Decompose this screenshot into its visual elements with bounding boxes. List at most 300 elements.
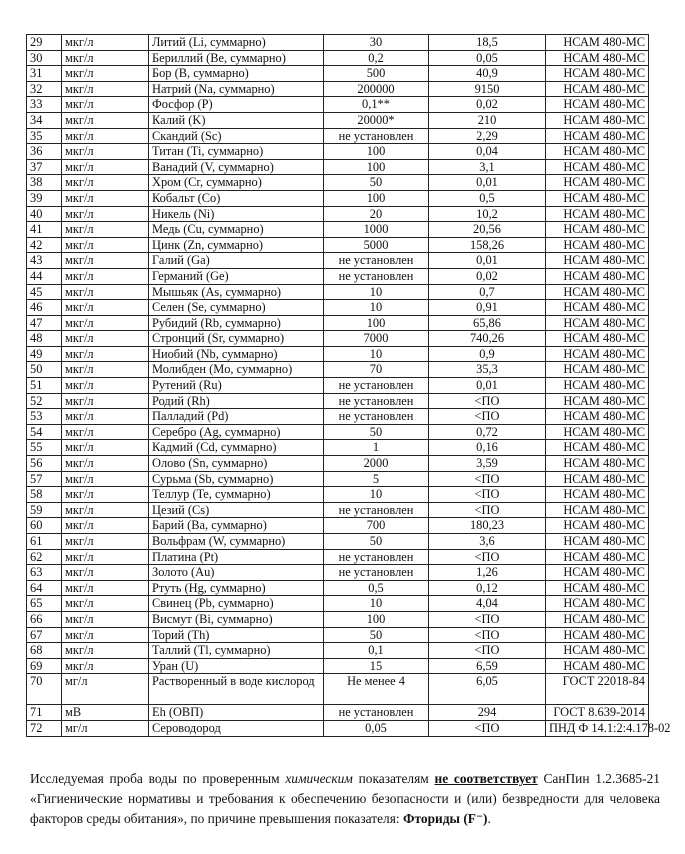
result-value-cell: <ПО	[429, 549, 546, 565]
method-cell: НСАМ 480-МС	[546, 253, 649, 269]
row-number: 71	[27, 705, 62, 721]
unit-cell: мкг/л	[62, 440, 149, 456]
unit-cell: мкг/л	[62, 565, 149, 581]
table-row	[27, 596, 649, 612]
norm-cell: не установлен	[324, 378, 429, 394]
indicator-name-cell: Натрий (Na, суммарно)	[149, 81, 324, 97]
method-cell: НСАМ 480-МС	[546, 206, 649, 222]
indicator-name-cell: Медь (Cu, суммарно)	[149, 222, 324, 238]
norm-cell: 50	[324, 424, 429, 440]
indicator-name-cell: Мышьяк (As, суммарно)	[149, 284, 324, 300]
table-row	[27, 112, 649, 128]
method-cell: НСАМ 480-МС	[546, 565, 649, 581]
method-cell: НСАМ 480-МС	[546, 409, 649, 425]
indicator-name-cell: Торий (Th)	[149, 627, 324, 643]
unit-cell: мкг/л	[62, 331, 149, 347]
row-number: 44	[27, 268, 62, 284]
indicator-name-cell: Родий (Rh)	[149, 393, 324, 409]
result-value-cell: 0,02	[429, 97, 546, 113]
unit-cell: мкг/л	[62, 144, 149, 160]
norm-cell: 0,2	[324, 50, 429, 66]
table-row	[27, 611, 649, 627]
row-number: 72	[27, 720, 62, 736]
indicator-name-cell: Ниобий (Nb, суммарно)	[149, 346, 324, 362]
norm-cell: не установлен	[324, 705, 429, 721]
row-number: 59	[27, 502, 62, 518]
method-cell: НСАМ 480-МС	[546, 378, 649, 394]
norm-cell: 50	[324, 175, 429, 191]
unit-cell: мкг/л	[62, 222, 149, 238]
result-value-cell: 40,9	[429, 66, 546, 82]
method-cell: НСАМ 480-МС	[546, 502, 649, 518]
unit-cell: мкг/л	[62, 393, 149, 409]
result-value-cell: <ПО	[429, 409, 546, 425]
table-row	[27, 222, 649, 238]
unit-cell: мкг/л	[62, 300, 149, 316]
row-number: 43	[27, 253, 62, 269]
table-row	[27, 190, 649, 206]
table-row	[27, 440, 649, 456]
conclusion-text-2: показателям	[352, 771, 435, 787]
indicator-name-cell: Титан (Ti, суммарно)	[149, 144, 324, 160]
row-number: 47	[27, 315, 62, 331]
table-row	[27, 674, 649, 705]
method-cell: НСАМ 480-МС	[546, 487, 649, 503]
unit-cell: мкг/л	[62, 409, 149, 425]
table-row	[27, 144, 649, 160]
norm-cell: 100	[324, 144, 429, 160]
table-row	[27, 159, 649, 175]
table-row	[27, 565, 649, 581]
table-row	[27, 253, 649, 269]
method-cell: НСАМ 480-МС	[546, 627, 649, 643]
table-row	[27, 502, 649, 518]
table-row	[27, 518, 649, 534]
table-row	[27, 658, 649, 674]
unit-cell: мВ	[62, 705, 149, 721]
method-cell: ГОСТ 22018-84	[546, 674, 649, 705]
norm-cell: 100	[324, 315, 429, 331]
unit-cell: мкг/л	[62, 424, 149, 440]
table-row	[27, 97, 649, 113]
row-number: 42	[27, 237, 62, 253]
method-cell: НСАМ 480-МС	[546, 658, 649, 674]
method-cell: НСАМ 480-МС	[546, 222, 649, 238]
norm-cell: 5	[324, 471, 429, 487]
table-row	[27, 487, 649, 503]
indicator-name-cell: Растворенный в воде кислород	[149, 674, 324, 705]
row-number: 67	[27, 627, 62, 643]
result-value-cell: 158,26	[429, 237, 546, 253]
result-value-cell: 0,12	[429, 580, 546, 596]
result-value-cell: <ПО	[429, 502, 546, 518]
table-row	[27, 627, 649, 643]
row-number: 53	[27, 409, 62, 425]
indicator-name-cell: Хром (Cr, суммарно)	[149, 175, 324, 191]
unit-cell: мкг/л	[62, 128, 149, 144]
unit-cell: мг/л	[62, 674, 149, 705]
norm-cell: 10	[324, 487, 429, 503]
table-row	[27, 331, 649, 347]
row-number: 40	[27, 206, 62, 222]
indicator-name-cell: Кобальт (Co)	[149, 190, 324, 206]
table-row	[27, 424, 649, 440]
method-cell: НСАМ 480-МС	[546, 300, 649, 316]
unit-cell: мкг/л	[62, 190, 149, 206]
result-value-cell: <ПО	[429, 611, 546, 627]
unit-cell: мкг/л	[62, 487, 149, 503]
table-row	[27, 580, 649, 596]
row-number: 62	[27, 549, 62, 565]
indicator-name-cell: Калий (K)	[149, 112, 324, 128]
norm-cell: 0,5	[324, 580, 429, 596]
result-value-cell: 0,01	[429, 175, 546, 191]
row-number: 50	[27, 362, 62, 378]
method-cell: НСАМ 480-МС	[546, 237, 649, 253]
unit-cell: мкг/л	[62, 159, 149, 175]
table-row	[27, 378, 649, 394]
norm-cell: 5000	[324, 237, 429, 253]
row-number: 69	[27, 658, 62, 674]
unit-cell: мкг/л	[62, 643, 149, 659]
norm-cell: 7000	[324, 331, 429, 347]
row-number: 33	[27, 97, 62, 113]
indicator-name-cell: Литий (Li, суммарно)	[149, 35, 324, 51]
norm-cell: 0,1**	[324, 97, 429, 113]
indicator-name-cell: Барий (Ba, суммарно)	[149, 518, 324, 534]
result-value-cell: 0,04	[429, 144, 546, 160]
result-value-cell: 2,29	[429, 128, 546, 144]
unit-cell: мг/л	[62, 720, 149, 736]
method-cell: НСАМ 480-МС	[546, 66, 649, 82]
row-number: 55	[27, 440, 62, 456]
row-number: 32	[27, 81, 62, 97]
results-table-body	[27, 35, 671, 737]
indicator-name-cell: Уран (U)	[149, 658, 324, 674]
row-number: 57	[27, 471, 62, 487]
row-number: 66	[27, 611, 62, 627]
row-number: 29	[27, 35, 62, 51]
method-cell: НСАМ 480-МС	[546, 144, 649, 160]
unit-cell: мкг/л	[62, 456, 149, 472]
result-value-cell: 0,05	[429, 50, 546, 66]
row-number: 70	[27, 674, 62, 705]
method-cell: НСАМ 480-МС	[546, 331, 649, 347]
indicator-name-cell: Палладий (Pd)	[149, 409, 324, 425]
indicator-name-cell: Кадмий (Cd, суммарно)	[149, 440, 324, 456]
row-number: 60	[27, 518, 62, 534]
method-cell: НСАМ 480-МС	[546, 534, 649, 550]
result-value-cell: 294	[429, 705, 546, 721]
row-number: 37	[27, 159, 62, 175]
unit-cell: мкг/л	[62, 284, 149, 300]
conclusion-text-1: Исследуемая проба воды по проверенным	[30, 771, 286, 787]
norm-cell: не установлен	[324, 565, 429, 581]
norm-cell: 100	[324, 190, 429, 206]
table-row	[27, 206, 649, 222]
unit-cell: мкг/л	[62, 658, 149, 674]
row-number: 58	[27, 487, 62, 503]
method-cell: НСАМ 480-МС	[546, 81, 649, 97]
result-value-cell: <ПО	[429, 471, 546, 487]
result-value-cell: 0,9	[429, 346, 546, 362]
row-number: 46	[27, 300, 62, 316]
norm-cell: 0,05	[324, 720, 429, 736]
indicator-name-cell: Бериллий (Be, суммарно)	[149, 50, 324, 66]
method-cell: НСАМ 480-МС	[546, 175, 649, 191]
indicator-name-cell: Селен (Se, суммарно)	[149, 300, 324, 316]
table-row	[27, 35, 649, 51]
unit-cell: мкг/л	[62, 206, 149, 222]
row-number: 31	[27, 66, 62, 82]
row-number: 39	[27, 190, 62, 206]
method-cell: НСАМ 480-МС	[546, 268, 649, 284]
result-value-cell: 740,26	[429, 331, 546, 347]
unit-cell: мкг/л	[62, 611, 149, 627]
row-number: 63	[27, 565, 62, 581]
results-table	[26, 34, 671, 737]
unit-cell: мкг/л	[62, 268, 149, 284]
method-cell: НСАМ 480-МС	[546, 440, 649, 456]
result-value-cell: <ПО	[429, 643, 546, 659]
method-cell: НСАМ 480-МС	[546, 112, 649, 128]
row-number: 64	[27, 580, 62, 596]
norm-cell: 500	[324, 66, 429, 82]
result-value-cell: 0,91	[429, 300, 546, 316]
method-cell: НСАМ 480-МС	[546, 518, 649, 534]
indicator-name-cell: Стронций (Sr, суммарно)	[149, 331, 324, 347]
result-value-cell: 210	[429, 112, 546, 128]
unit-cell: мкг/л	[62, 518, 149, 534]
table-row	[27, 705, 649, 721]
unit-cell: мкг/л	[62, 97, 149, 113]
row-number: 36	[27, 144, 62, 160]
norm-cell: 1000	[324, 222, 429, 238]
method-cell: НСАМ 480-МС	[546, 456, 649, 472]
row-number: 52	[27, 393, 62, 409]
result-value-cell: 0,01	[429, 253, 546, 269]
norm-cell: не установлен	[324, 128, 429, 144]
indicator-name-cell: Свинец (Pb, суммарно)	[149, 596, 324, 612]
norm-cell: 30	[324, 35, 429, 51]
norm-cell: 20000*	[324, 112, 429, 128]
norm-cell: 50	[324, 534, 429, 550]
indicator-name-cell: Eh (ОВП)	[149, 705, 324, 721]
norm-cell: 700	[324, 518, 429, 534]
row-number: 48	[27, 331, 62, 347]
indicator-name-cell: Скандий (Sc)	[149, 128, 324, 144]
result-value-cell: 6,59	[429, 658, 546, 674]
row-number: 65	[27, 596, 62, 612]
result-value-cell: 1,26	[429, 565, 546, 581]
unit-cell: мкг/л	[62, 315, 149, 331]
norm-cell: 15	[324, 658, 429, 674]
table-row	[27, 315, 649, 331]
row-number: 30	[27, 50, 62, 66]
result-value-cell: 20,56	[429, 222, 546, 238]
method-cell: НСАМ 480-МС	[546, 362, 649, 378]
unit-cell: мкг/л	[62, 237, 149, 253]
indicator-name-cell: Таллий (Tl, суммарно)	[149, 643, 324, 659]
method-cell: НСАМ 480-МС	[546, 97, 649, 113]
method-cell: НСАМ 480-МС	[546, 346, 649, 362]
result-value-cell: 0,16	[429, 440, 546, 456]
indicator-name-cell: Висмут (Bi, суммарно)	[149, 611, 324, 627]
table-row	[27, 175, 649, 191]
result-value-cell: 0,7	[429, 284, 546, 300]
indicator-name-cell: Галий (Ga)	[149, 253, 324, 269]
method-cell: НСАМ 480-МС	[546, 190, 649, 206]
norm-cell: 0,1	[324, 643, 429, 659]
indicator-name-cell: Рубидий (Rb, суммарно)	[149, 315, 324, 331]
method-cell: НСАМ 480-МС	[546, 549, 649, 565]
norm-cell: Не менее 4	[324, 674, 429, 705]
norm-cell: не установлен	[324, 268, 429, 284]
norm-cell: 10	[324, 284, 429, 300]
unit-cell: мкг/л	[62, 35, 149, 51]
table-row	[27, 50, 649, 66]
row-number: 56	[27, 456, 62, 472]
row-number: 68	[27, 643, 62, 659]
method-cell: НСАМ 480-МС	[546, 284, 649, 300]
unit-cell: мкг/л	[62, 253, 149, 269]
table-row	[27, 66, 649, 82]
unit-cell: мкг/л	[62, 50, 149, 66]
table-row	[27, 346, 649, 362]
indicator-name-cell: Платина (Pt)	[149, 549, 324, 565]
table-row	[27, 393, 649, 409]
result-value-cell: 65,86	[429, 315, 546, 331]
indicator-name-cell: Золото (Au)	[149, 565, 324, 581]
conclusion-verdict: не соответствует	[434, 771, 538, 787]
method-cell: НСАМ 480-МС	[546, 580, 649, 596]
conclusion-text-3: СанПин 1.2.3685-21 «Гигиенические нормативы и требования к обеспечению безопасности и (или) безвредности для человека факторов среды обитания», по причине превышения показателя:	[30, 771, 660, 827]
norm-cell: не установлен	[324, 409, 429, 425]
row-number: 34	[27, 112, 62, 128]
indicator-name-cell: Сероводород	[149, 720, 324, 736]
method-cell: НСАМ 480-МС	[546, 393, 649, 409]
unit-cell: мкг/л	[62, 346, 149, 362]
unit-cell: мкг/л	[62, 81, 149, 97]
table-row	[27, 284, 649, 300]
result-value-cell: 0,5	[429, 190, 546, 206]
method-cell: НСАМ 480-МС	[546, 50, 649, 66]
result-value-cell: 10,2	[429, 206, 546, 222]
unit-cell: мкг/л	[62, 534, 149, 550]
indicator-name-cell: Молибден (Mo, суммарно)	[149, 362, 324, 378]
result-value-cell: 6,05	[429, 674, 546, 705]
table-row	[27, 720, 649, 736]
row-number: 49	[27, 346, 62, 362]
result-value-cell: 4,04	[429, 596, 546, 612]
result-value-cell: 0,72	[429, 424, 546, 440]
method-cell: НСАМ 480-МС	[546, 596, 649, 612]
indicator-name-cell: Теллур (Te, суммарно)	[149, 487, 324, 503]
unit-cell: мкг/л	[62, 596, 149, 612]
indicator-name-cell: Вольфрам (W, суммарно)	[149, 534, 324, 550]
table-row	[27, 471, 649, 487]
table-row	[27, 362, 649, 378]
method-cell: НСАМ 480-МС	[546, 471, 649, 487]
indicator-name-cell: Серебро (Ag, суммарно)	[149, 424, 324, 440]
method-cell: НСАМ 480-МС	[546, 315, 649, 331]
indicator-name-cell: Цезий (Cs)	[149, 502, 324, 518]
row-number: 41	[27, 222, 62, 238]
unit-cell: мкг/л	[62, 66, 149, 82]
norm-cell: 200000	[324, 81, 429, 97]
indicator-name-cell: Бор (B, суммарно)	[149, 66, 324, 82]
method-cell: НСАМ 480-МС	[546, 128, 649, 144]
norm-cell: 10	[324, 300, 429, 316]
table-row	[27, 128, 649, 144]
norm-cell: 100	[324, 159, 429, 175]
indicator-name-cell: Ртуть (Hg, суммарно)	[149, 580, 324, 596]
row-number: 38	[27, 175, 62, 191]
norm-cell: 2000	[324, 456, 429, 472]
table-row	[27, 81, 649, 97]
conclusion-end: .	[487, 811, 491, 827]
method-cell: НСАМ 480-МС	[546, 611, 649, 627]
unit-cell: мкг/л	[62, 175, 149, 191]
unit-cell: мкг/л	[62, 378, 149, 394]
result-value-cell: <ПО	[429, 487, 546, 503]
method-cell: ПНД Ф 14.1:2:4.178-02	[546, 720, 649, 736]
conclusion-indicator: Фториды (F⁻)	[402, 811, 488, 827]
result-value-cell: 0,01	[429, 378, 546, 394]
result-value-cell: 3,1	[429, 159, 546, 175]
method-cell: НСАМ 480-МС	[546, 424, 649, 440]
indicator-name-cell: Никель (Ni)	[149, 206, 324, 222]
indicator-name-cell: Олово (Sn, суммарно)	[149, 456, 324, 472]
result-value-cell: 9150	[429, 81, 546, 97]
table-row	[27, 268, 649, 284]
norm-cell: 20	[324, 206, 429, 222]
result-value-cell: 35,3	[429, 362, 546, 378]
unit-cell: мкг/л	[62, 580, 149, 596]
result-value-cell: <ПО	[429, 627, 546, 643]
unit-cell: мкг/л	[62, 502, 149, 518]
indicator-name-cell: Ванадий (V, суммарно)	[149, 159, 324, 175]
table-row	[27, 409, 649, 425]
indicator-name-cell: Германий (Ge)	[149, 268, 324, 284]
table-row	[27, 300, 649, 316]
unit-cell: мкг/л	[62, 627, 149, 643]
row-number: 51	[27, 378, 62, 394]
row-number: 61	[27, 534, 62, 550]
norm-cell: 70	[324, 362, 429, 378]
result-value-cell: 18,5	[429, 35, 546, 51]
norm-cell: 100	[324, 611, 429, 627]
result-value-cell: 180,23	[429, 518, 546, 534]
result-value-cell: 3,59	[429, 456, 546, 472]
method-cell: НСАМ 480-МС	[546, 159, 649, 175]
norm-cell: не установлен	[324, 502, 429, 518]
table-row	[27, 643, 649, 659]
indicator-name-cell: Цинк (Zn, суммарно)	[149, 237, 324, 253]
norm-cell: 10	[324, 596, 429, 612]
norm-cell: не установлен	[324, 393, 429, 409]
norm-cell: не установлен	[324, 253, 429, 269]
unit-cell: мкг/л	[62, 112, 149, 128]
method-cell: НСАМ 480-МС	[546, 35, 649, 51]
indicator-name-cell: Рутений (Ru)	[149, 378, 324, 394]
row-number: 45	[27, 284, 62, 300]
indicator-name-cell: Сурьма (Sb, суммарно)	[149, 471, 324, 487]
row-number: 54	[27, 424, 62, 440]
result-value-cell: <ПО	[429, 720, 546, 736]
method-cell: ГОСТ 8.639-2014	[546, 705, 649, 721]
norm-cell: 50	[324, 627, 429, 643]
